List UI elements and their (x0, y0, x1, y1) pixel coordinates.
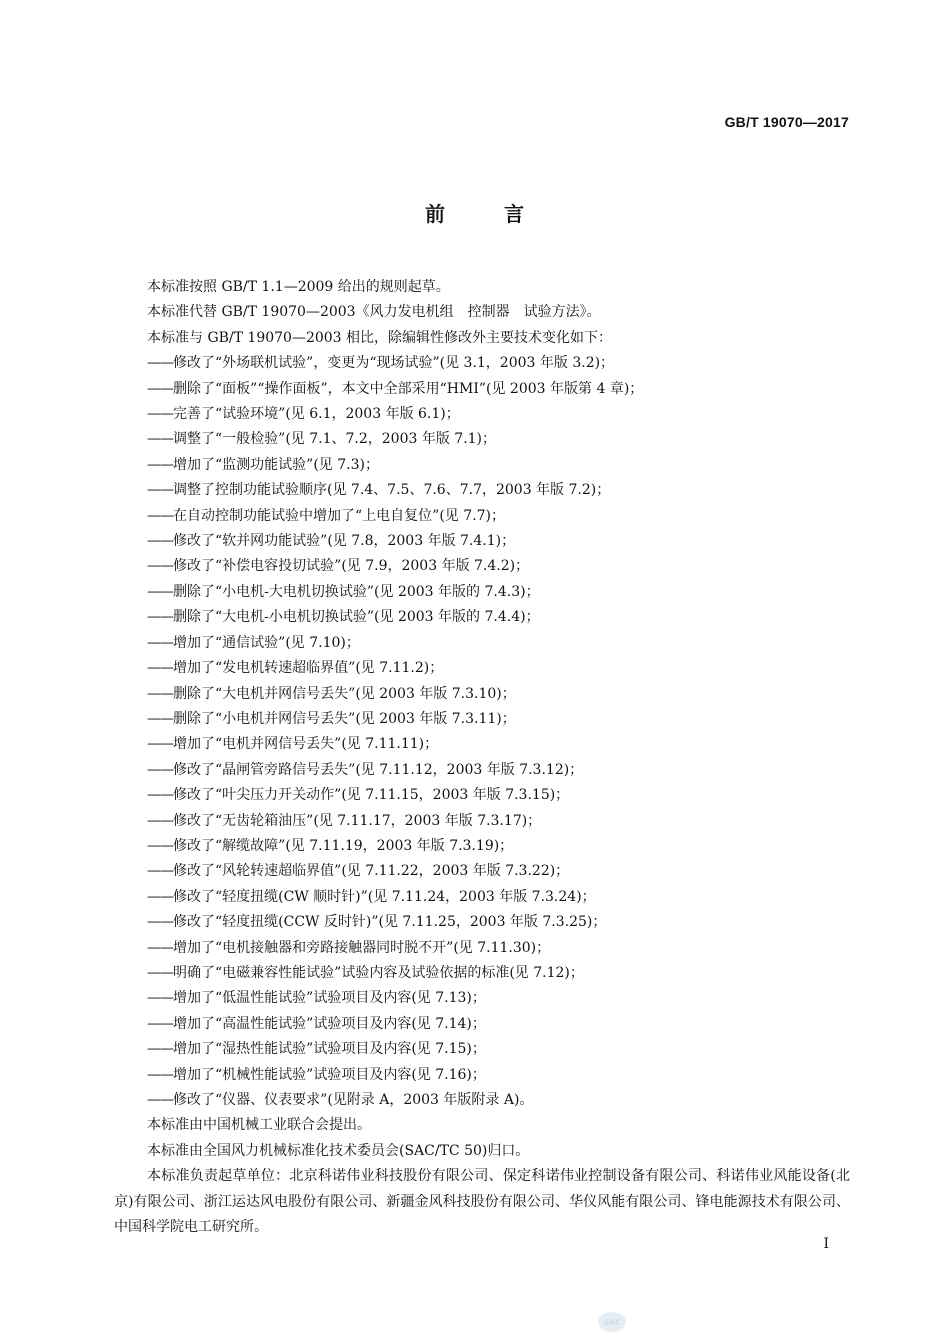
change-text: 增加了“电机接触器和旁路接触器同时脱不开”(见 7.11.30)； (173, 939, 551, 956)
dash-marker: —— (147, 1066, 173, 1083)
change-text: 删除了“大电机并网信号丢失”(见 2003 年版 7.3.10)； (173, 685, 516, 702)
change-text: 完善了“试验环境”(见 6.1，2003 年版 6.1)； (173, 406, 460, 423)
change-text: 修改了“补偿电容投切试验”(见 7.9，2003 年版 7.4.2)； (173, 558, 530, 575)
change-item (114, 834, 850, 859)
dash-marker: —— (147, 914, 173, 931)
change-text: 修改了“轻度扭缆(CCW 反时针)”(见 7.11.25，2003 年版 7.3.25)； (173, 914, 607, 931)
intro-paragraph-1: 本标准按照 GB/T 1.1—2009 给出的规则起草。 (147, 279, 450, 295)
dash-marker: —— (147, 583, 173, 600)
dash-marker: —— (147, 964, 173, 981)
closing-paragraph-1: 本标准由中国机械工业联合会提出。 (147, 1117, 371, 1134)
dash-marker: —— (147, 1015, 173, 1032)
change-text: 修改了“轻度扭缆(CW 顺时针)”(见 7.11.24，2003 年版 7.3.24)； (173, 888, 596, 905)
change-item (114, 605, 850, 630)
change-item (114, 1037, 850, 1062)
closing-paragraph-3: 本标准负责起草单位：北京科诺伟业科技股份有限公司、保定科诺伟业控制设备有限公司、科诺伟业风能设备(北京)有限公司、浙江运达风电股份有限公司、新疆金风科技股份有限公司、华仪风能有限公司、锋电能源技术有限公司、中国科学院电工研究所。 (114, 1168, 850, 1236)
change-text: 删除了“大电机-小电机切换试验”(见 2003 年版的 7.4.4)； (173, 609, 540, 626)
standard-number: GB/T 19070—2017 (724, 114, 849, 130)
change-text: 增加了“电机并网信号丢失”(见 7.11.11)； (173, 736, 439, 753)
dash-marker: —— (147, 990, 173, 1007)
change-item (114, 885, 850, 910)
change-text: 删除了“小电机-大电机切换试验”(见 2003 年版的 7.4.3)； (173, 583, 540, 600)
change-item (114, 580, 850, 605)
dash-marker: —— (147, 380, 173, 397)
dash-marker: —— (147, 533, 173, 550)
change-item (114, 859, 850, 884)
change-item (114, 1063, 850, 1088)
dash-marker: —— (147, 812, 173, 829)
dash-marker: —— (147, 939, 173, 956)
dash-marker: —— (147, 761, 173, 778)
change-item (114, 504, 850, 529)
change-text: 删除了“面板”“操作面板”，本文中全部采用“HMI”(见 2003 年版第 4 章)； (173, 380, 644, 397)
change-text: 在自动控制功能试验中增加了“上电自复位”(见 7.7)； (173, 507, 505, 524)
dash-marker: —— (147, 609, 173, 626)
change-item (114, 478, 850, 503)
title-char-2: 言 (504, 202, 525, 226)
change-item (114, 1012, 850, 1037)
change-item (114, 631, 850, 656)
change-text: 增加了“低温性能试验”试验项目及内容(见 7.13)； (173, 990, 486, 1007)
change-text: 修改了“风轮转速超临界值”(见 7.11.22，2003 年版 7.3.22)； (173, 863, 570, 880)
change-text: 调整了“一般检验”(见 7.1、7.2，2003 年版 7.1)； (173, 431, 497, 448)
change-item (114, 402, 850, 427)
change-text: 增加了“监测功能试验”(见 7.3)； (173, 456, 379, 473)
title-char-1: 前 (425, 202, 446, 226)
page-number: I (823, 1236, 829, 1252)
change-item (114, 682, 850, 707)
closing-paragraph-2: 本标准由全国风力机械标准化技术委员会(SAC/TC 50)归口。 (147, 1142, 530, 1159)
dash-marker: —— (147, 456, 173, 473)
page-title (0, 198, 950, 227)
change-item (114, 783, 850, 808)
change-text: 删除了“小电机并网信号丢失”(见 2003 年版 7.3.11)； (173, 710, 516, 727)
change-text: 修改了“仪器、仪表要求”(见附录 A，2003 年版附录 A)。 (173, 1092, 534, 1108)
change-text: 修改了“叶尖压力开关动作”(见 7.11.15，2003 年版 7.3.15)； (173, 787, 570, 804)
document-body (114, 275, 850, 1240)
change-text: 增加了“湿热性能试验”试验项目及内容(见 7.15)； (173, 1041, 486, 1058)
dash-marker: —— (147, 431, 173, 448)
dash-marker: —— (147, 736, 173, 753)
change-item (114, 758, 850, 783)
change-item (114, 351, 850, 376)
change-text: 调整了控制功能试验顺序(见 7.4、7.5、7.6、7.7，2003 年版 7.2)； (173, 482, 611, 499)
change-item (114, 554, 850, 579)
change-text: 修改了“无齿轮箱油压”(见 7.11.17，2003 年版 7.3.17)； (173, 812, 542, 829)
dash-marker: —— (147, 634, 173, 651)
change-item (114, 377, 850, 402)
change-text: 修改了“软并网功能试验”(见 7.8，2003 年版 7.4.1)； (173, 533, 516, 550)
dash-marker: —— (147, 685, 173, 702)
change-item (114, 732, 850, 757)
change-item (114, 707, 850, 732)
intro-paragraph-2: 本标准代替 GB/T 19070—2003《风力发电机组 控制器 试验方法》。 (147, 304, 601, 321)
dash-marker: —— (147, 1092, 173, 1108)
change-text: 修改了“解缆故障”(见 7.11.19，2003 年版 7.3.19)； (173, 837, 514, 854)
dash-marker: —— (147, 355, 173, 372)
change-item (114, 529, 850, 554)
change-item (114, 910, 850, 935)
change-list (114, 351, 850, 1113)
dash-marker: —— (147, 787, 173, 804)
change-text: 增加了“通信试验”(见 7.10)； (173, 634, 360, 651)
sac-watermark-logo (597, 1311, 627, 1333)
change-item (114, 427, 850, 452)
change-item (114, 809, 850, 834)
change-item (114, 656, 850, 681)
dash-marker: —— (147, 888, 173, 905)
change-item (114, 1088, 850, 1113)
change-text: 增加了“机械性能试验”试验项目及内容(见 7.16)； (173, 1066, 486, 1083)
dash-marker: —— (147, 863, 173, 880)
dash-marker: —— (147, 837, 173, 854)
dash-marker: —— (147, 507, 173, 524)
dash-marker: —— (147, 406, 173, 423)
change-text: 修改了“晶闸管旁路信号丢失”(见 7.11.12，2003 年版 7.3.12)； (173, 761, 584, 778)
change-item (114, 961, 850, 986)
change-text: 增加了“高温性能试验”试验项目及内容(见 7.14)； (173, 1015, 486, 1032)
dash-marker: —— (147, 482, 173, 499)
change-text: 增加了“发电机转速超临界值”(见 7.11.2)； (173, 660, 444, 677)
dash-marker: —— (147, 558, 173, 575)
dash-marker: —— (147, 660, 173, 677)
change-item (114, 936, 850, 961)
change-text: 修改了“外场联机试验”，变更为“现场试验”(见 3.1，2003 年版 3.2)； (173, 355, 615, 372)
change-item (114, 986, 850, 1011)
change-item (114, 453, 850, 478)
intro-paragraph-3: 本标准与 GB/T 19070—2003 相比，除编辑性修改外主要技术变化如下： (147, 329, 613, 346)
change-text: 明确了“电磁兼容性能试验”试验内容及试验依据的标准(见 7.12)； (173, 964, 584, 981)
dash-marker: —— (147, 710, 173, 727)
watermark-text: SAC (603, 1318, 621, 1327)
dash-marker: —— (147, 1041, 173, 1058)
